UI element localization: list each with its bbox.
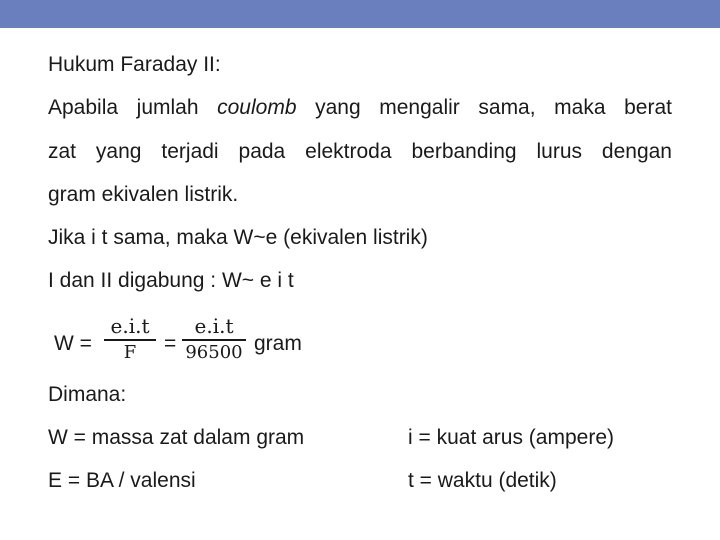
- paragraph-line-2: zat yang terjadi pada elektroda berbanding lurus dengan: [48, 140, 672, 163]
- fraction-1-bar: [104, 339, 156, 341]
- fraction-2-bar: [182, 339, 246, 341]
- fraction-2-denominator: 96500: [185, 341, 243, 363]
- header-bar: [0, 0, 720, 28]
- formula-lhs: W =: [54, 332, 92, 355]
- fraction-1: [104, 314, 156, 364]
- statement-jika: Jika i t sama, maka W~e (ekivalen listrik): [48, 226, 428, 249]
- paragraph-line-3: gram ekivalen listrik.: [48, 183, 239, 206]
- definition-e: E = BA / valensi: [48, 469, 196, 492]
- fraction-2: [182, 314, 246, 364]
- definition-t: t = waktu (detik): [408, 469, 557, 492]
- fraction-2-numerator: e.i.t: [194, 314, 234, 338]
- fraction-1-denominator: F: [123, 341, 137, 363]
- formula-unit: gram: [254, 332, 302, 355]
- definition-i: i = kuat arus (ampere): [408, 426, 615, 449]
- dimana-label: Dimana:: [48, 383, 127, 406]
- statement-gabung: I dan II digabung : W~ e i t: [48, 269, 294, 292]
- italic-term: coulomb: [217, 96, 297, 119]
- fraction-1-numerator: e.i.t: [110, 314, 150, 338]
- definition-w: W = massa zat dalam gram: [48, 426, 305, 449]
- paragraph-text: Apabila jumlah: [48, 96, 218, 119]
- formula-equals: =: [164, 332, 177, 355]
- slide-title: Hukum Faraday II:: [48, 53, 221, 76]
- paragraph-line-1: [48, 96, 672, 120]
- paragraph-text: yang mengalir sama, maka berat: [296, 96, 672, 119]
